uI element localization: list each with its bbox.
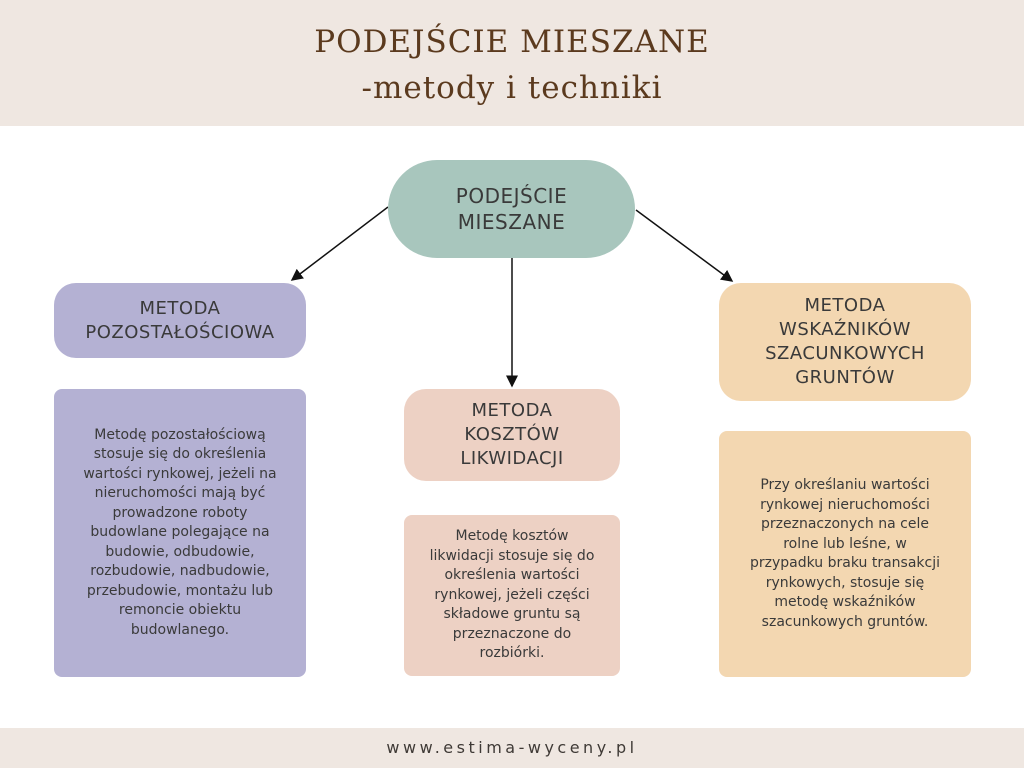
footer-url: www.estima-wyceny.pl: [0, 728, 1024, 768]
text-line: wartości rynkowej, jeżeli na: [83, 465, 277, 482]
text-line: określenia wartości: [444, 567, 580, 584]
middle-heading: [404, 389, 620, 481]
page-title-line1: PODEJŚCIE MIESZANE: [314, 24, 710, 60]
text-line: metodę wskaźników: [774, 594, 916, 610]
text-line: MIESZANE: [457, 210, 566, 234]
text-line: przeznaczone do: [452, 625, 572, 642]
text-line: rynkowej nieruchomości: [760, 496, 930, 513]
text-line: Metodę pozostałościową: [94, 426, 266, 443]
text-line: rolne lub leśne, w: [783, 535, 907, 552]
text-line: METODA: [471, 400, 553, 421]
text-line: SZACUNKOWYCH: [765, 343, 925, 364]
text-line: budowlane polegające na: [90, 524, 270, 541]
text-line: LIKWIDACJI: [460, 448, 564, 469]
arrow-to-left: [292, 207, 388, 280]
text-line: nieruchomości mają być: [94, 485, 266, 502]
left-heading: [54, 283, 306, 358]
text-line: Metodę kosztów: [455, 528, 569, 545]
text-line: likwidacji stosuje się do: [429, 547, 595, 564]
center-node: [388, 160, 635, 258]
right-heading: [719, 283, 971, 401]
text-line: PODEJŚCIE: [455, 184, 568, 208]
text-line: przeznaczonych na cele: [761, 516, 929, 532]
text-line: rozbiórki.: [479, 645, 545, 662]
page-title-line2: -metody i techniki: [361, 70, 663, 106]
left-description: [54, 389, 306, 677]
text-line: rynkowej, jeżeli części: [434, 586, 590, 603]
text-line: prowadzone roboty: [112, 504, 248, 521]
text-line: METODA: [804, 295, 886, 316]
text-line: rynkowych, stosuje się: [765, 574, 925, 591]
middle-description: [404, 515, 620, 676]
text-line: remoncie obiektu: [118, 602, 242, 619]
text-line: składowe gruntu są: [443, 606, 581, 623]
text-line: GRUNTÓW: [795, 367, 895, 388]
text-line: budowlanego.: [130, 621, 230, 638]
text-line: stosuje się do określenia: [93, 446, 267, 463]
right-description: [719, 431, 971, 677]
text-line: POZOSTAŁOŚCIOWA: [85, 321, 275, 343]
text-line: rozbudowie, nadbudowie,: [90, 563, 270, 580]
text-line: METODA: [139, 297, 221, 319]
text-line: KOSZTÓW: [464, 424, 560, 445]
text-line: Przy określaniu wartości: [760, 477, 930, 493]
arrow-to-right: [636, 210, 732, 281]
text-line: przypadku braku transakcji: [749, 555, 940, 571]
text-line: budowie, odbudowie,: [105, 543, 255, 560]
text-line: przebudowie, montażu lub: [86, 582, 274, 599]
text-line: WSKAŹNIKÓW: [779, 319, 911, 340]
text-line: szacunkowych gruntów.: [761, 613, 929, 630]
